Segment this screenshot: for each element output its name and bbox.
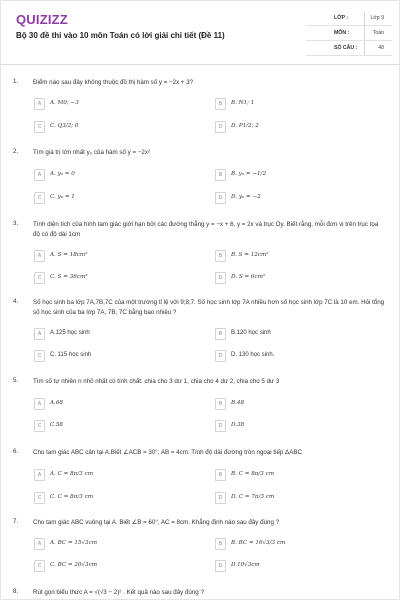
question-text: Cho tam giác ABC cân tại A.Biết ∠ACB = 30°, AB = 4cm. Tính độ dài đường tròn ngoại tiếp ΔABC — [33, 449, 302, 456]
option-letter: A — [34, 538, 45, 550]
question-number: 4. — [13, 298, 19, 305]
option-letter: D — [215, 560, 226, 572]
question-text: Số học sinh ba lớp 7A,7B,7C của một trường tỉ lệ với 9;8;7. Số học sinh lớp 7A nhiều hơn số học sinh lớp 7C là 10 em. Hỏi tổng số học sinh của ba lớp 7A, 7B, 7C bằng bao nhiêu ? — [33, 299, 385, 316]
question-text: Tìm giá trị lớn nhất y₀ của hàm số y = −2x² — [33, 149, 151, 156]
option-text: D.38 — [231, 422, 245, 428]
option-text: C. Q3/2; 0 — [50, 123, 79, 129]
quizizz-logo: QUIZIZZ — [16, 12, 68, 27]
meta-key: MÔN : — [334, 30, 350, 36]
option-letter: C — [34, 121, 45, 133]
option-d[interactable] — [215, 492, 370, 504]
meta-row-class — [306, 12, 392, 26]
option-c[interactable] — [34, 350, 189, 362]
option-c[interactable] — [34, 492, 189, 504]
option-letter: C — [34, 192, 45, 204]
option-text: A. M0; −3 — [50, 100, 79, 106]
option-text: D. 130 học sinh. — [231, 352, 275, 358]
option-text: B. S = 12cm² — [231, 252, 269, 258]
option-b[interactable] — [215, 328, 370, 340]
option-text: C. 115 học sinh — [50, 352, 92, 358]
worksheet-header — [0, 0, 400, 65]
question-number: 6. — [13, 448, 19, 455]
option-text: D. S = 6cm² — [231, 274, 266, 280]
option-b[interactable] — [215, 250, 370, 262]
option-text: A. C = 8π/3 cm — [50, 471, 94, 477]
option-letter: B — [215, 98, 226, 110]
meta-key: SỐ CÂU : — [334, 45, 358, 51]
option-letter: C — [34, 272, 45, 284]
option-a[interactable] — [34, 538, 189, 550]
option-text: B. y₀ = −1/2 — [231, 171, 267, 177]
option-a[interactable] — [34, 169, 189, 181]
option-letter: D — [215, 420, 226, 432]
question-number: 3. — [13, 220, 19, 227]
option-letter: B — [215, 250, 226, 262]
option-text: A. BC = 15√3cm — [50, 540, 98, 546]
option-text: D. P1/2; 2 — [231, 123, 259, 129]
option-text: C. BC = 20√3cm — [50, 562, 98, 568]
option-c[interactable] — [34, 121, 189, 133]
option-text: C. C = 8π/3 cm — [50, 494, 94, 500]
question-text: Điểm nào sau đây không thuộc đồ thị hàm số y = −2x + 3? — [33, 79, 194, 86]
question-text: Tìm số tự nhiên n nhỏ nhất có tính chất: chia cho 3 dư 1, chia cho 4 dư 2, chia cho 5 dư 3 — [33, 378, 280, 385]
option-letter: C — [34, 492, 45, 504]
option-text: B. BC = 16√3/3 cm — [231, 540, 286, 546]
question-text: Tính diện tích của hình tam giác giới hạn bởi các đường thẳng y = −x + 6, y = 2x và trục Oy. Biết rằng, mỗi đơn vị trên trục tọa độ có độ dài 1cm — [33, 221, 379, 238]
option-letter: C — [34, 560, 45, 572]
option-text: D. C = 7π/3 cm — [231, 494, 275, 500]
option-letter: D — [215, 272, 226, 284]
question-number: 2. — [13, 148, 19, 155]
question-number: 7. — [13, 518, 19, 525]
option-letter: A — [34, 98, 45, 110]
option-d[interactable] — [215, 192, 370, 204]
meta-value: 48 — [378, 45, 384, 51]
option-b[interactable] — [215, 398, 370, 410]
option-d[interactable] — [215, 121, 370, 133]
option-letter: D — [215, 492, 226, 504]
option-letter: B — [215, 469, 226, 481]
question-number: 8. — [13, 588, 19, 595]
meta-value: Toán — [372, 30, 384, 36]
page-title: Bộ 30 đề thi vào 10 môn Toán có lời giải chi tiết (Đề 11) — [16, 31, 225, 40]
option-text: B.120 học sinh — [231, 330, 271, 336]
option-text: A. S = 18cm² — [50, 252, 88, 258]
option-text: B. C = 8π/3 cm — [231, 471, 275, 477]
option-b[interactable] — [215, 98, 370, 110]
meta-row-subject — [306, 27, 392, 41]
option-letter: B — [215, 538, 226, 550]
question-number: 5. — [13, 377, 19, 384]
option-text: A.68 — [50, 400, 63, 406]
option-b[interactable] — [215, 169, 370, 181]
meta-value: Lớp 9 — [370, 15, 384, 21]
option-text: D.10√3cm — [231, 562, 260, 568]
option-d[interactable] — [215, 350, 370, 362]
option-letter: A — [34, 469, 45, 481]
question-text: Rút gọn biểu thức A = √(√3 − 2)² . Kết quả nào sau đây đúng ? — [33, 589, 204, 596]
question-number: 1. — [13, 78, 19, 85]
option-letter: D — [215, 192, 226, 204]
option-c[interactable] — [34, 420, 189, 432]
option-text: B.48 — [231, 400, 245, 406]
option-a[interactable] — [34, 398, 189, 410]
option-b[interactable] — [215, 538, 370, 550]
option-letter: A — [34, 328, 45, 340]
meta-key: LỚP : — [334, 15, 349, 21]
option-d[interactable] — [215, 272, 370, 284]
option-text: A. y₀ = 0 — [50, 171, 75, 177]
option-d[interactable] — [215, 560, 370, 572]
option-letter: A — [34, 250, 45, 262]
option-letter: B — [215, 398, 226, 410]
option-text: A.125 học sinh — [50, 330, 90, 336]
option-b[interactable] — [215, 469, 370, 481]
option-letter: D — [215, 121, 226, 133]
option-letter: B — [215, 169, 226, 181]
option-text: C. y₀ = 1 — [50, 194, 75, 200]
option-c[interactable] — [34, 560, 189, 572]
option-a[interactable] — [34, 98, 189, 110]
option-text: D. y₀ = −2 — [231, 194, 261, 200]
option-a[interactable] — [34, 250, 189, 262]
option-text: C. S = 36cm² — [50, 274, 88, 280]
option-c[interactable] — [34, 272, 189, 284]
option-letter: C — [34, 420, 45, 432]
option-c[interactable] — [34, 192, 189, 204]
meta-row-count — [306, 42, 392, 56]
option-letter: D — [215, 350, 226, 362]
option-letter: C — [34, 350, 45, 362]
option-text: B. N1; 1 — [231, 100, 255, 106]
option-letter: A — [34, 169, 45, 181]
option-a[interactable] — [34, 469, 189, 481]
option-letter: B — [215, 328, 226, 340]
option-text: C.58 — [50, 422, 63, 428]
question-text: Cho tam giác ABC vuông tại A. Biết ∠B = 60°, AC = 8cm. Khẳng định nào sau đây đúng ? — [33, 519, 280, 526]
option-d[interactable] — [215, 420, 370, 432]
option-letter: A — [34, 398, 45, 410]
option-a[interactable] — [34, 328, 189, 340]
